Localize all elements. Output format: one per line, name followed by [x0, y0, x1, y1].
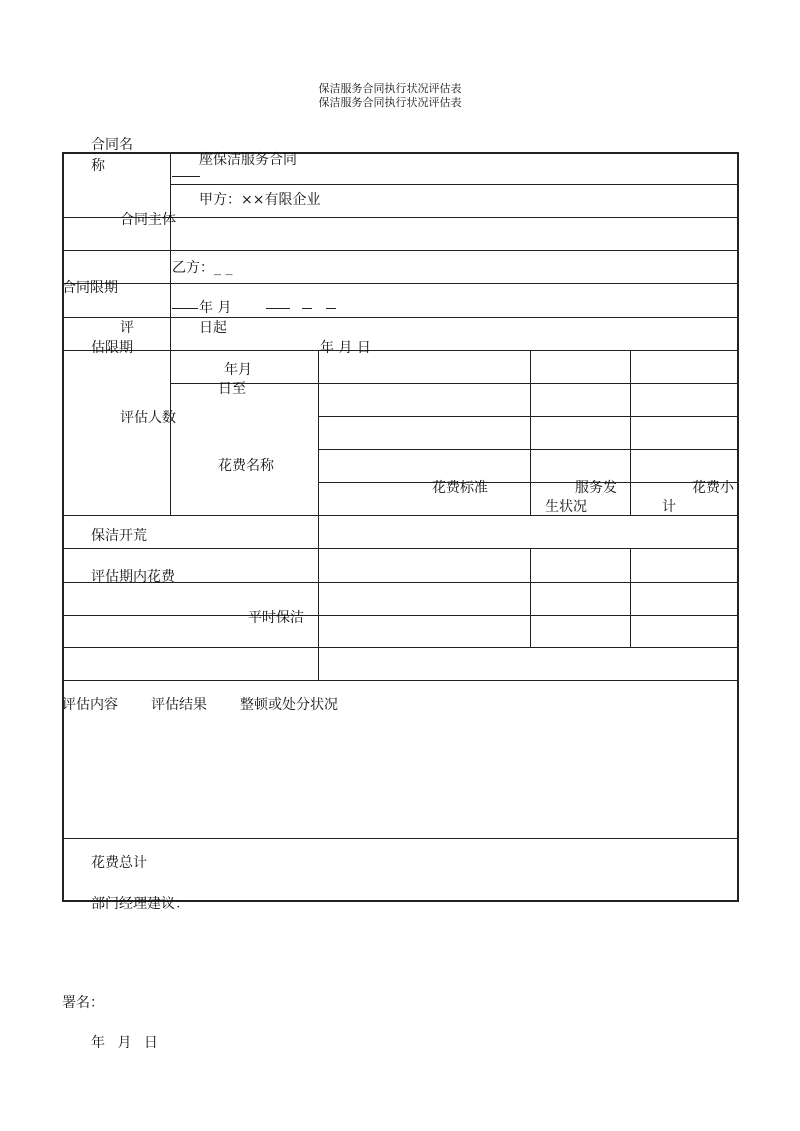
table-rule: [62, 838, 739, 839]
eval-content-label: 评估内容: [62, 697, 118, 713]
table-rule: [318, 449, 738, 450]
table-rule: [630, 548, 631, 647]
eval-period-label-top: 评: [120, 320, 134, 336]
table-rule: [62, 283, 739, 284]
contract-name-label-top: 合同名: [91, 137, 133, 153]
table-rule: [62, 350, 739, 351]
table-rule: [318, 350, 319, 680]
eval-result-label: 评估结果: [151, 697, 207, 713]
contract-name-value: 座保洁服务合同: [199, 152, 297, 168]
eval-period-year-month: 年月: [224, 362, 252, 378]
underline-stroke: [326, 308, 336, 309]
table-rule: [530, 548, 531, 647]
row-label-period-cost: 评估期内花费: [91, 569, 175, 585]
table-rule: [62, 647, 739, 648]
eval-period-day-from: 日起: [199, 320, 227, 336]
subtotal-header-line1: 花费小: [692, 480, 734, 496]
underline-stroke: [266, 308, 290, 309]
total-cost-label: 花费总计: [91, 855, 147, 871]
table-rule: [170, 184, 738, 185]
service-status-header-line2: 生状况: [545, 499, 587, 515]
document-subtitle: 保洁服务合同执行状况评估表: [318, 96, 462, 109]
table-rule: [530, 350, 531, 515]
table-rule: [62, 680, 739, 681]
service-status-header-line1: 服务发: [575, 480, 617, 496]
contract-party-label: 合同主体: [120, 212, 176, 228]
manager-suggestion-label: 部门经理建议：: [91, 896, 189, 912]
eval-period-date: 年 月 日: [320, 340, 371, 356]
contract-term-year-month: 年 月: [199, 300, 232, 316]
table-rule: [318, 482, 738, 483]
table-rule: [62, 548, 739, 549]
contract-name-label-bottom: 称: [91, 158, 105, 174]
underline-stroke: [172, 176, 200, 177]
rectification-label: 整顿或处分状况: [240, 697, 338, 713]
signature-date: 年 月 日: [91, 1035, 158, 1051]
cost-standard-header: 花费标准: [432, 480, 488, 496]
row-label-routine-cleaning: 平时保洁: [248, 610, 304, 626]
table-rule: [62, 250, 739, 251]
subtotal-header-line2: 计: [662, 499, 676, 515]
evaluator-count-label: 评估人数: [120, 410, 176, 426]
signature-label: 署名：: [62, 995, 104, 1011]
contract-term-label: 合同限期: [62, 280, 118, 296]
document-title: 保洁服务合同执行状况评估表: [318, 82, 462, 95]
eval-period-label-bottom: 估限期: [91, 340, 133, 356]
row-label-reclaim-cleaning: 保洁开荒: [91, 528, 147, 544]
party-a: 甲方：××有限企业: [199, 192, 321, 208]
cost-name-header: 花费名称: [218, 458, 274, 474]
table-rule: [170, 383, 738, 384]
eval-period-day-to: 日至: [218, 381, 246, 397]
table-rule: [170, 152, 171, 350]
table-rule: [170, 350, 171, 515]
underline-stroke: [172, 308, 198, 309]
table-rule: [62, 317, 739, 318]
table-rule: [62, 615, 739, 616]
evaluation-table: [62, 152, 739, 902]
table-rule: [630, 350, 631, 515]
table-rule: [62, 515, 739, 516]
table-rule: [318, 416, 738, 417]
underline-stroke: [302, 308, 312, 309]
party-b: 乙方：_ _: [172, 260, 233, 276]
